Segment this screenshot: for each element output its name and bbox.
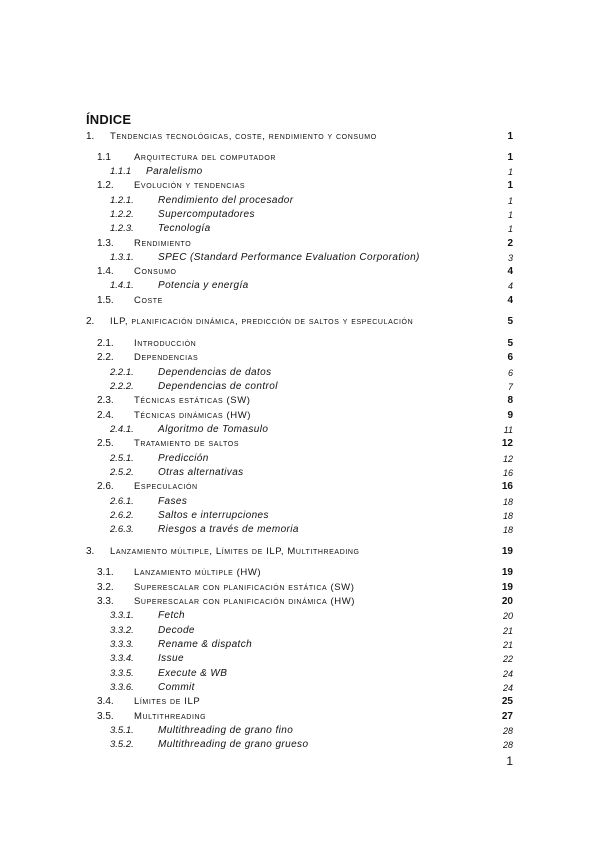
toc-entry-page: 2 (507, 238, 513, 249)
toc-entry-page: 3 (507, 253, 513, 263)
toc-entry-number: 3. (86, 546, 95, 557)
toc-entry-number: 3.3.1. (110, 610, 134, 621)
toc-entry-title: Fetch (158, 610, 186, 621)
toc-entry[interactable] (0, 638, 600, 652)
toc-entry-page: 1 (507, 224, 513, 234)
toc-entry-title: Fases (158, 496, 188, 507)
toc-entry-number: 3.5.1. (110, 725, 134, 736)
toc-entry-title: Superescalar con planificación estática (SW) (134, 582, 355, 593)
toc-entry-number: 3.3.6. (110, 682, 134, 693)
toc-entry-page: 19 (501, 582, 513, 593)
toc-entry-title: Límites de ILP (134, 696, 201, 707)
toc-entry[interactable] (0, 351, 600, 365)
toc-entry[interactable] (0, 179, 600, 193)
toc-entry-number: 2.6. (97, 481, 114, 492)
toc-entry[interactable] (0, 409, 600, 423)
toc-entry-title: ILP, planificación dinámica, predicción de saltos y especulación (110, 316, 414, 327)
toc-entry-page: 28 (502, 740, 513, 750)
toc-entry-page: 18 (502, 525, 513, 535)
toc-entry-title: Técnicas dinámicas (HW) (134, 410, 252, 421)
toc-entry-page: 7 (507, 382, 513, 392)
toc-entry-title: Multithreading de grano grueso (158, 739, 309, 750)
toc-chapter-entry[interactable] (0, 315, 600, 329)
toc-entry-title: Saltos e interrupciones (158, 510, 269, 521)
toc-entry-title: Predicción (158, 453, 209, 464)
toc-entry[interactable] (0, 738, 600, 752)
page-number: 1 (506, 754, 513, 768)
toc-entry[interactable] (0, 366, 600, 380)
toc-entry[interactable] (0, 509, 600, 523)
toc-entry-number: 1.3.1. (110, 252, 134, 263)
toc-entry-number: 2.2.1. (110, 367, 134, 378)
toc-entry-title: Evolución y tendencias (134, 180, 246, 191)
toc-entry[interactable] (0, 652, 600, 666)
toc-entry-number: 1. (86, 131, 95, 142)
toc-entry[interactable] (0, 208, 600, 222)
toc-entry[interactable] (0, 165, 600, 179)
toc-entry-number: 3.3. (97, 596, 114, 607)
toc-entry-title: Riesgos a través de memoria (158, 524, 299, 535)
toc-entry-title: Consumo (134, 266, 177, 277)
toc-entry-title: Supercomputadores (158, 209, 255, 220)
toc-entry-page: 5 (507, 316, 513, 327)
toc-entry-page: 16 (502, 468, 513, 478)
toc-entry[interactable] (0, 667, 600, 681)
toc-entry-title: Introducción (134, 338, 197, 349)
toc-entry-page: 24 (502, 669, 513, 679)
toc-entry-number: 2.1. (97, 338, 114, 349)
toc-entry-page: 12 (502, 454, 513, 464)
toc-entry-number: 2.3. (97, 395, 114, 406)
toc-entry[interactable] (0, 380, 600, 394)
toc-entry-number: 2.6.2. (110, 510, 134, 521)
toc-entry[interactable] (0, 151, 600, 165)
toc-entry[interactable] (0, 251, 600, 265)
toc-entry-page: 18 (502, 497, 513, 507)
toc-entry-page: 9 (507, 410, 513, 421)
toc-chapter-entry[interactable] (0, 130, 600, 144)
toc-entry[interactable] (0, 480, 600, 494)
toc-entry-number: 3.4. (97, 696, 114, 707)
toc-entry-number: 3.2. (97, 582, 114, 593)
toc-entry-page: 11 (503, 425, 513, 435)
toc-entry-number: 1.3. (97, 238, 114, 249)
toc-entry-page: 19 (501, 546, 513, 557)
toc-entry-page: 22 (502, 654, 513, 664)
toc-entry-number: 3.3.2. (110, 625, 134, 636)
toc-entry[interactable] (0, 437, 600, 451)
toc-entry-page: 28 (502, 726, 513, 736)
toc-entry-page: 12 (501, 438, 513, 449)
toc-entry-title: Coste (134, 295, 163, 306)
toc-entry-number: 2.5. (97, 438, 114, 449)
toc-entry[interactable] (0, 466, 600, 480)
toc-entry-title: Decode (158, 625, 195, 636)
toc-entry-page: 16 (501, 481, 513, 492)
toc-entry-number: 1.2.3. (110, 223, 134, 234)
toc-entry-title: Paralelismo (146, 166, 203, 177)
toc-entry[interactable] (0, 581, 600, 595)
toc-entry-title: Issue (158, 653, 184, 664)
toc-entry-title: Dependencias (134, 352, 199, 363)
toc-entry[interactable] (0, 194, 600, 208)
toc-entry[interactable] (0, 710, 600, 724)
toc-entry-number: 2.6.3. (110, 524, 134, 535)
toc-entry-page: 19 (501, 567, 513, 578)
toc-entry-page: 1 (507, 131, 513, 142)
toc-entry-number: 2. (86, 316, 95, 327)
toc-entry-page: 21 (502, 626, 513, 636)
toc-entry-page: 5 (507, 338, 513, 349)
toc-entry-number: 3.3.5. (110, 668, 134, 679)
toc-entry[interactable] (0, 523, 600, 537)
toc-entry-number: 3.3.3. (110, 639, 134, 650)
toc-entry-title: Superescalar con planificación dinámica (HW) (134, 596, 356, 607)
toc-entry-number: 2.2. (97, 352, 114, 363)
toc-entry-page: 1 (507, 167, 513, 177)
toc-entry-page: 6 (507, 368, 513, 378)
toc-entry[interactable] (0, 624, 600, 638)
toc-entry-title: Rename & dispatch (158, 639, 253, 650)
toc-entry-title: Lanzamiento múltiple (HW) (134, 567, 262, 578)
toc-entry-title: Execute & WB (158, 668, 228, 679)
toc-entry-page: 4 (507, 281, 513, 291)
toc-entry[interactable] (0, 265, 600, 279)
toc-entry-title: Tendencias tecnológicas, coste, rendimiento y consumo (110, 131, 377, 142)
toc-entry-page: 1 (507, 152, 513, 163)
page-title: ÍNDICE (86, 112, 132, 127)
toc-entry-title: Otras alternativas (158, 467, 244, 478)
toc-entry-page: 20 (501, 596, 513, 607)
toc-entry-number: 1.2.2. (110, 209, 134, 220)
toc-entry[interactable] (0, 566, 600, 580)
toc-entry-title: Algoritmo de Tomasulo (158, 424, 269, 435)
toc-entry-page: 8 (507, 395, 513, 406)
toc-entry[interactable] (0, 294, 600, 308)
toc-entry[interactable] (0, 495, 600, 509)
toc-entry[interactable] (0, 609, 600, 623)
toc-entry-title: Lanzamiento múltiple, Límites de ILP, Multithreading (110, 546, 360, 557)
toc-entry[interactable] (0, 681, 600, 695)
toc-entry-number: 1.1.1 (110, 166, 132, 177)
toc-entry-page: 6 (507, 352, 513, 363)
toc-entry[interactable] (0, 452, 600, 466)
toc-entry-number: 1.4. (97, 266, 114, 277)
toc-entry[interactable] (0, 279, 600, 293)
toc-entry-title: Arquitectura del computador (134, 152, 277, 163)
toc-entry-title: Multithreading (134, 711, 207, 722)
toc-entry[interactable] (0, 695, 600, 709)
toc-entry-page: 1 (507, 196, 513, 206)
toc-entry-title: SPEC (Standard Performance Evaluation Corporation) (158, 252, 420, 263)
toc-entry-number: 2.4.1. (110, 424, 134, 435)
toc-entry[interactable] (0, 237, 600, 251)
toc-entry-number: 3.3.4. (110, 653, 134, 664)
toc-entry-number: 3.5.2. (110, 739, 134, 750)
toc-entry-title: Rendimiento del procesador (158, 195, 294, 206)
toc-entry[interactable] (0, 724, 600, 738)
toc-entry-title: Tratamiento de saltos (134, 438, 240, 449)
toc-entry-page: 18 (502, 511, 513, 521)
toc-entry-number: 1.1 (97, 152, 111, 163)
toc-entry-page: 4 (507, 266, 513, 277)
toc-entry-page: 25 (501, 696, 513, 707)
toc-chapter-entry[interactable] (0, 545, 600, 559)
toc-entry-number: 2.5.1. (110, 453, 134, 464)
toc-entry-title: Rendimiento (134, 238, 192, 249)
toc-entry-page: 27 (501, 711, 513, 722)
toc-entry-title: Commit (158, 682, 195, 693)
toc-entry-number: 1.4.1. (110, 280, 134, 291)
toc-entry[interactable] (0, 595, 600, 609)
toc-entry-number: 3.5. (97, 711, 114, 722)
toc-entry-number: 1.2.1. (110, 195, 134, 206)
toc-entry-number: 2.4. (97, 410, 114, 421)
toc-entry-page: 1 (507, 180, 513, 191)
toc-entry-title: Técnicas estáticas (SW) (134, 395, 251, 406)
toc-entry-page: 21 (502, 640, 513, 650)
toc-entry[interactable] (0, 394, 600, 408)
toc-entry-number: 2.5.2. (110, 467, 134, 478)
toc-entry[interactable] (0, 337, 600, 351)
toc-entry-number: 3.1. (97, 567, 114, 578)
toc-entry-number: 1.5. (97, 295, 114, 306)
toc-entry-number: 1.2. (97, 180, 114, 191)
toc-entry-title: Potencia y energía (158, 280, 249, 291)
toc-entry-title: Especulación (134, 481, 198, 492)
toc-entry-title: Multithreading de grano fino (158, 725, 294, 736)
toc-entry-title: Dependencias de datos (158, 367, 272, 378)
toc-entry-page: 1 (507, 210, 513, 220)
toc-entry-title: Tecnología (158, 223, 211, 234)
toc-entry-page: 24 (502, 683, 513, 693)
toc-entry[interactable] (0, 222, 600, 236)
toc-entry-number: 2.6.1. (110, 496, 134, 507)
toc-entry-number: 2.2.2. (110, 381, 134, 392)
toc-entry-title: Dependencias de control (158, 381, 278, 392)
toc-entry-page: 20 (502, 611, 513, 621)
toc-entry[interactable] (0, 423, 600, 437)
toc-entry-page: 4 (507, 295, 513, 306)
